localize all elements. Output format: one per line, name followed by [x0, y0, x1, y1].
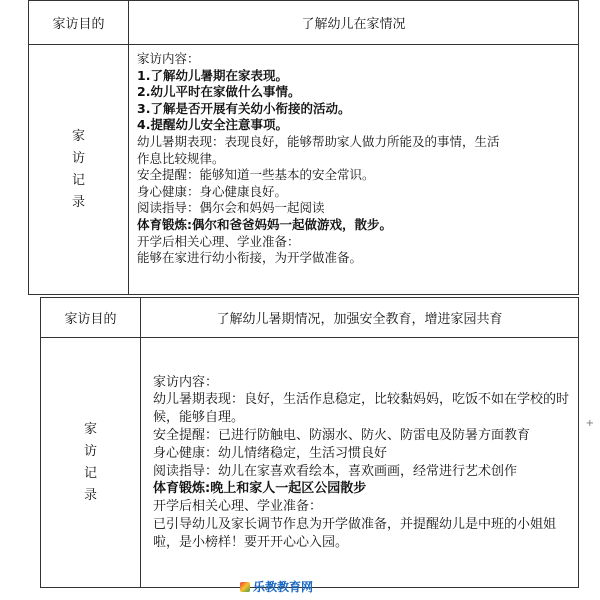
- purpose-value: 了解幼儿暑期情况，加强安全教育，增进家园共育: [141, 298, 579, 338]
- home-visit-table-2: [40, 297, 579, 588]
- watermark-logo-icon: [240, 582, 250, 592]
- content-line: 3.了解是否开展有关幼小衔接的活动。: [137, 100, 351, 116]
- content-line: 能够在家进行幼小衔接，为开学做准备。: [137, 250, 363, 266]
- content-line: 身心健康：身心健康良好。: [137, 183, 288, 199]
- record-content: [141, 338, 579, 588]
- content-line: 开学后相关心理、学业准备：: [153, 499, 323, 515]
- record-label: 家 访 记 录: [29, 45, 129, 295]
- site-watermark: 乐教教育网: [240, 578, 313, 595]
- purpose-label: 家访目的: [29, 1, 129, 45]
- content-line: 阅读指导：幼儿在家喜欢看绘本，喜欢画画，经常进行艺术创作: [153, 463, 518, 479]
- purpose-value: 了解幼儿在家情况: [129, 1, 579, 45]
- content-line: 幼儿暑期表现：良好，生活作息稳定，比较黏妈妈，吃饭不如在学校的时候，能够自理。: [153, 392, 570, 426]
- content-line: 2.幼儿平时在家做什么事情。: [137, 84, 301, 100]
- purpose-label: 家访目的: [41, 298, 141, 338]
- content-line: 作息比较规律。: [137, 150, 225, 166]
- content-line: 1.了解幼儿暑期在家表现。: [137, 67, 288, 83]
- content-line: 家访内容：: [137, 51, 200, 66]
- content-line: 4.提醒幼儿安全注意事项。: [137, 117, 288, 133]
- content-line: 家访内容：: [153, 374, 219, 390]
- content-line: 安全提醒：能够知道一些基本的安全常识。: [137, 167, 375, 183]
- content-line: 安全提醒：已进行防触电、防溺水、防火、防雷电及防暑方面教育: [153, 427, 531, 443]
- content-line: 幼儿暑期表现：表现良好，能够帮助家人做力所能及的事情，生活: [137, 133, 500, 149]
- content-line: 体育锻炼:偶尔和爸爸妈妈一起做游戏，散步。: [137, 216, 392, 232]
- scroll-plus-icon[interactable]: +: [585, 418, 594, 429]
- content-line: 身心健康：幼儿情绪稳定，生活习惯良好: [153, 445, 388, 461]
- record-label: 家 访 记 录: [41, 338, 141, 588]
- record-content: [129, 45, 579, 295]
- home-visit-table-1: [28, 0, 579, 295]
- content-line: 开学后相关心理、学业准备：: [137, 233, 300, 249]
- content-line: 体育锻炼:晚上和家人一起区公园散步: [153, 481, 367, 497]
- content-line: 已引导幼儿及家长调节作息为开学做准备，并提醒幼儿是中班的小姐姐啦，是小榜样！要开开心心入园。: [153, 516, 557, 550]
- content-line: 阅读指导：偶尔会和妈妈一起阅读: [137, 200, 325, 216]
